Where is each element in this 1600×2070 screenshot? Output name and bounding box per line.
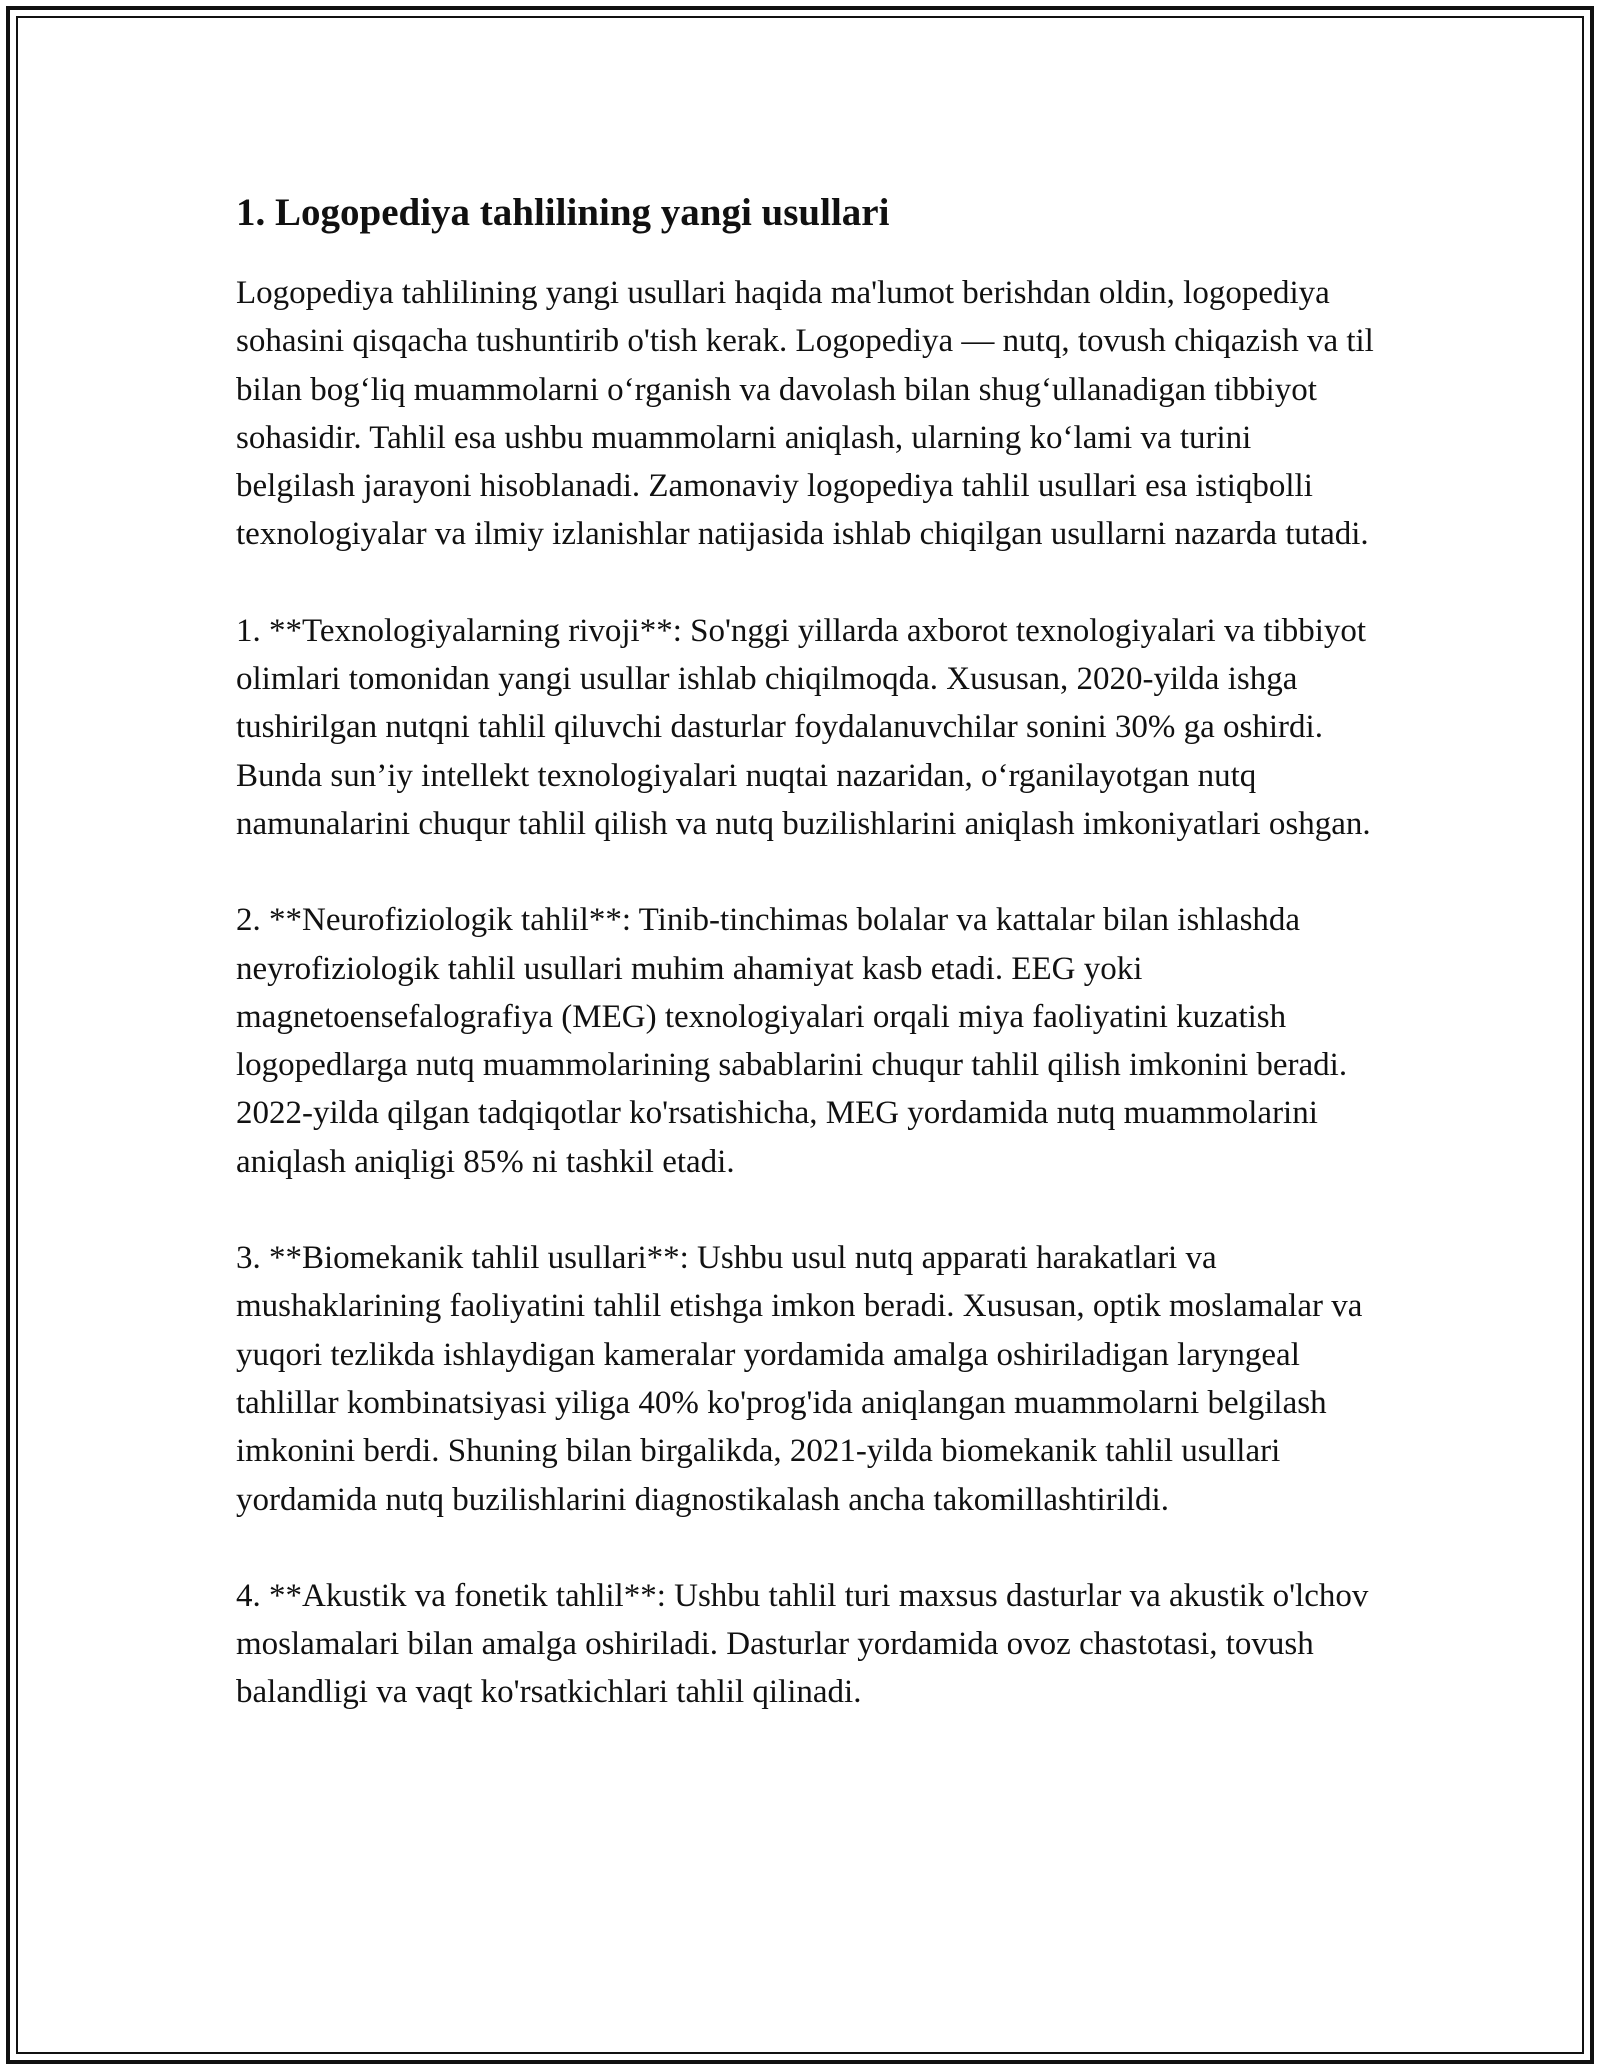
intro-paragraph: Logopediya tahlilining yangi usullari haqida ma'lumot berishdan oldin, logopediya sohasini qisqacha tushuntirib o'tish kerak. Logopediya — nutq, tovush chiqazish va til bilan bog‘liq muammolarni o‘rganish va davolash bilan shug‘ullanadigan tibbiyot sohasidir. Tahlil esa ushbu muammolarni aniqlash, ularning ko‘lami va turini belgilash jarayoni hisoblanadi. Zamonaviy logopediya tahlil usullari esa istiqbolli texnologiyalar va ilmiy izlanishlar natijasida ishlab chiqilgan usullarni nazarda tutadi. bbox=[236, 275, 1374, 553]
list-item-neurophysiology: 2. **Neurofiziologik tahlil**: Tinib-tinchimas bolalar va kattalar bilan ishlashda neyrofiziologik tahlil usullari muhim ahamiyat kasb etadi. EEG yoki magnetoensefalografiya (MEG) texnologiyalari orqali miya faoliyatini kuzatish logopedlarga nutq muammolarining sabablarini chuqur tahlil qilish imkonini beradi. 2022-yilda qilgan tadqiqotlar ko'rsatishicha, MEG yordamida nutq muammolarini aniqlash aniqligi 85% ni tashkil etadi. bbox=[236, 902, 1348, 1180]
list-item-acoustics: 4. **Akustik va fonetik tahlil**: Ushbu tahlil turi maxsus dasturlar va akustik o'lchov moslamalari bilan amalga oshiriladi. Dasturlar yordamida ovoz chastotasi, tovush balandligi va vaqt ko'rsatkichlari tahlil qilinadi. bbox=[236, 1577, 1369, 1711]
document-body bbox=[236, 185, 1376, 1765]
list-item-technology: 1. **Texnologiyalarning rivoji**: So'nggi yillarda axborot texnologiyalari va tibbiyot olimlari tomonidan yangi usullar ishlab chiqilmoqda. Xususan, 2020-yilda ishga tushirilgan nutqni tahlil qiluvchi dasturlar foydalanuvchilar sonini 30% ga oshirdi. Bunda sun’iy intellekt texnologiyalari nuqtai nazaridan, o‘rganilayotgan nutq namunalarini chuqur tahlil qilish va nutq buzilishlarini aniqlash imkoniyatlari oshgan. bbox=[236, 612, 1371, 842]
list-item-biomechanics: 3. **Biomekanik tahlil usullari**: Ushbu usul nutq apparati harakatlari va mushaklarining faoliyatini tahlil etishga imkon beradi. Xususan, optik moslamalar va yuqori tezlikda ishlaydigan kameralar yordamida amalga oshiriladigan laryngeal tahlillar kombinatsiyasi yiliga 40% ko'prog'ida aniqlangan muammolarni belgilash imkonini berdi. Shuning bilan birgalikda, 2021-yilda biomekanik tahlil usullari yordamida nutq buzilishlarini diagnostikalash ancha takomillashtirildi. bbox=[236, 1240, 1363, 1518]
section-heading: 1. Logopediya tahlilining yangi usullari bbox=[236, 191, 890, 234]
